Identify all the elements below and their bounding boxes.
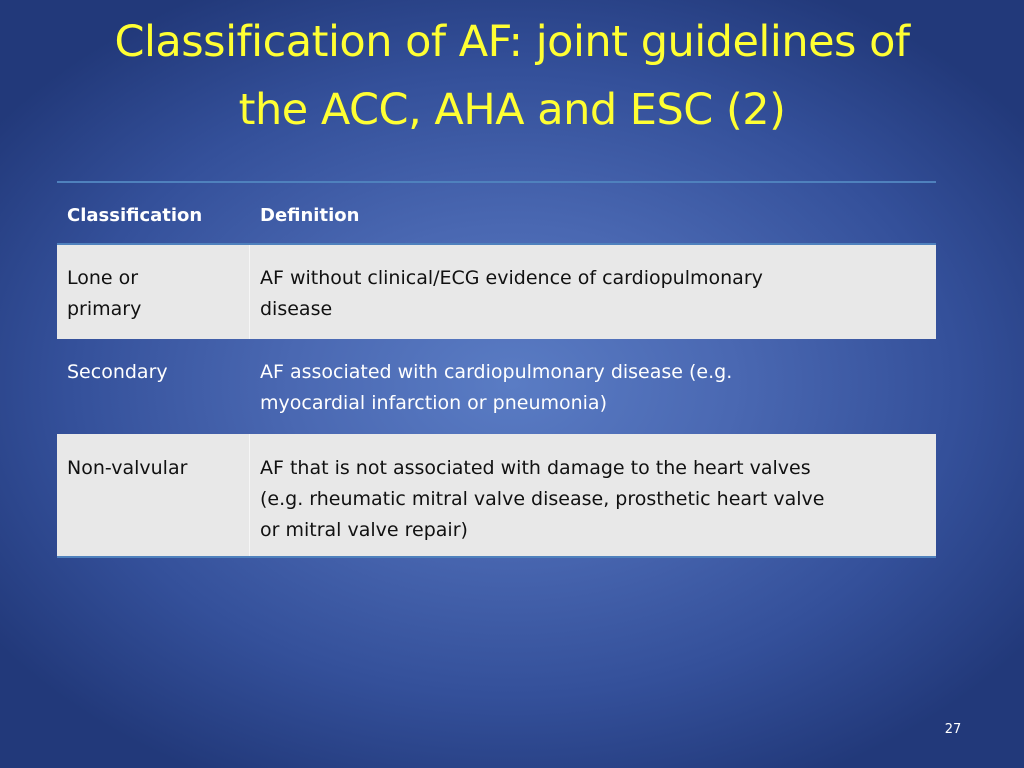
definition-cell	[250, 434, 936, 556]
definition-text: (e.g. rheumatic mitral valve disease, prosthetic heart valve	[260, 488, 825, 510]
classification-cell	[57, 339, 250, 434]
slide-title-line-2: the ACC, AHA and ESC (2)	[238, 85, 786, 135]
classification-table	[57, 181, 936, 558]
classification-text: Non-valvular	[67, 457, 188, 479]
slide-title	[40, 8, 984, 144]
table-row-non-valvular	[57, 434, 936, 558]
definition-text: myocardial infarction or pneumonia)	[260, 392, 607, 414]
definition-text: AF that is not associated with damage to the heart valves	[260, 457, 811, 479]
page-number: 27	[944, 722, 962, 737]
classification-text: primary	[67, 298, 142, 320]
definition-cell	[250, 339, 936, 434]
classification-text: Secondary	[67, 361, 168, 383]
definition-cell	[250, 245, 936, 339]
definition-text: disease	[260, 298, 333, 320]
table-row-lone	[57, 245, 936, 339]
table-row-secondary	[57, 339, 936, 434]
classification-cell	[57, 245, 250, 339]
definition-text: AF without clinical/ECG evidence of cardiopulmonary	[260, 267, 763, 289]
table-header-row	[57, 183, 936, 245]
slide-title-line-1: Classification of AF: joint guidelines of	[114, 17, 910, 67]
classification-text: Lone or	[67, 267, 139, 289]
header-classification: Classification	[67, 205, 203, 226]
classification-cell	[57, 434, 250, 556]
definition-text: or mitral valve repair)	[260, 519, 468, 541]
definition-text: AF associated with cardiopulmonary disease (e.g.	[260, 361, 733, 383]
header-definition: Definition	[260, 205, 360, 226]
